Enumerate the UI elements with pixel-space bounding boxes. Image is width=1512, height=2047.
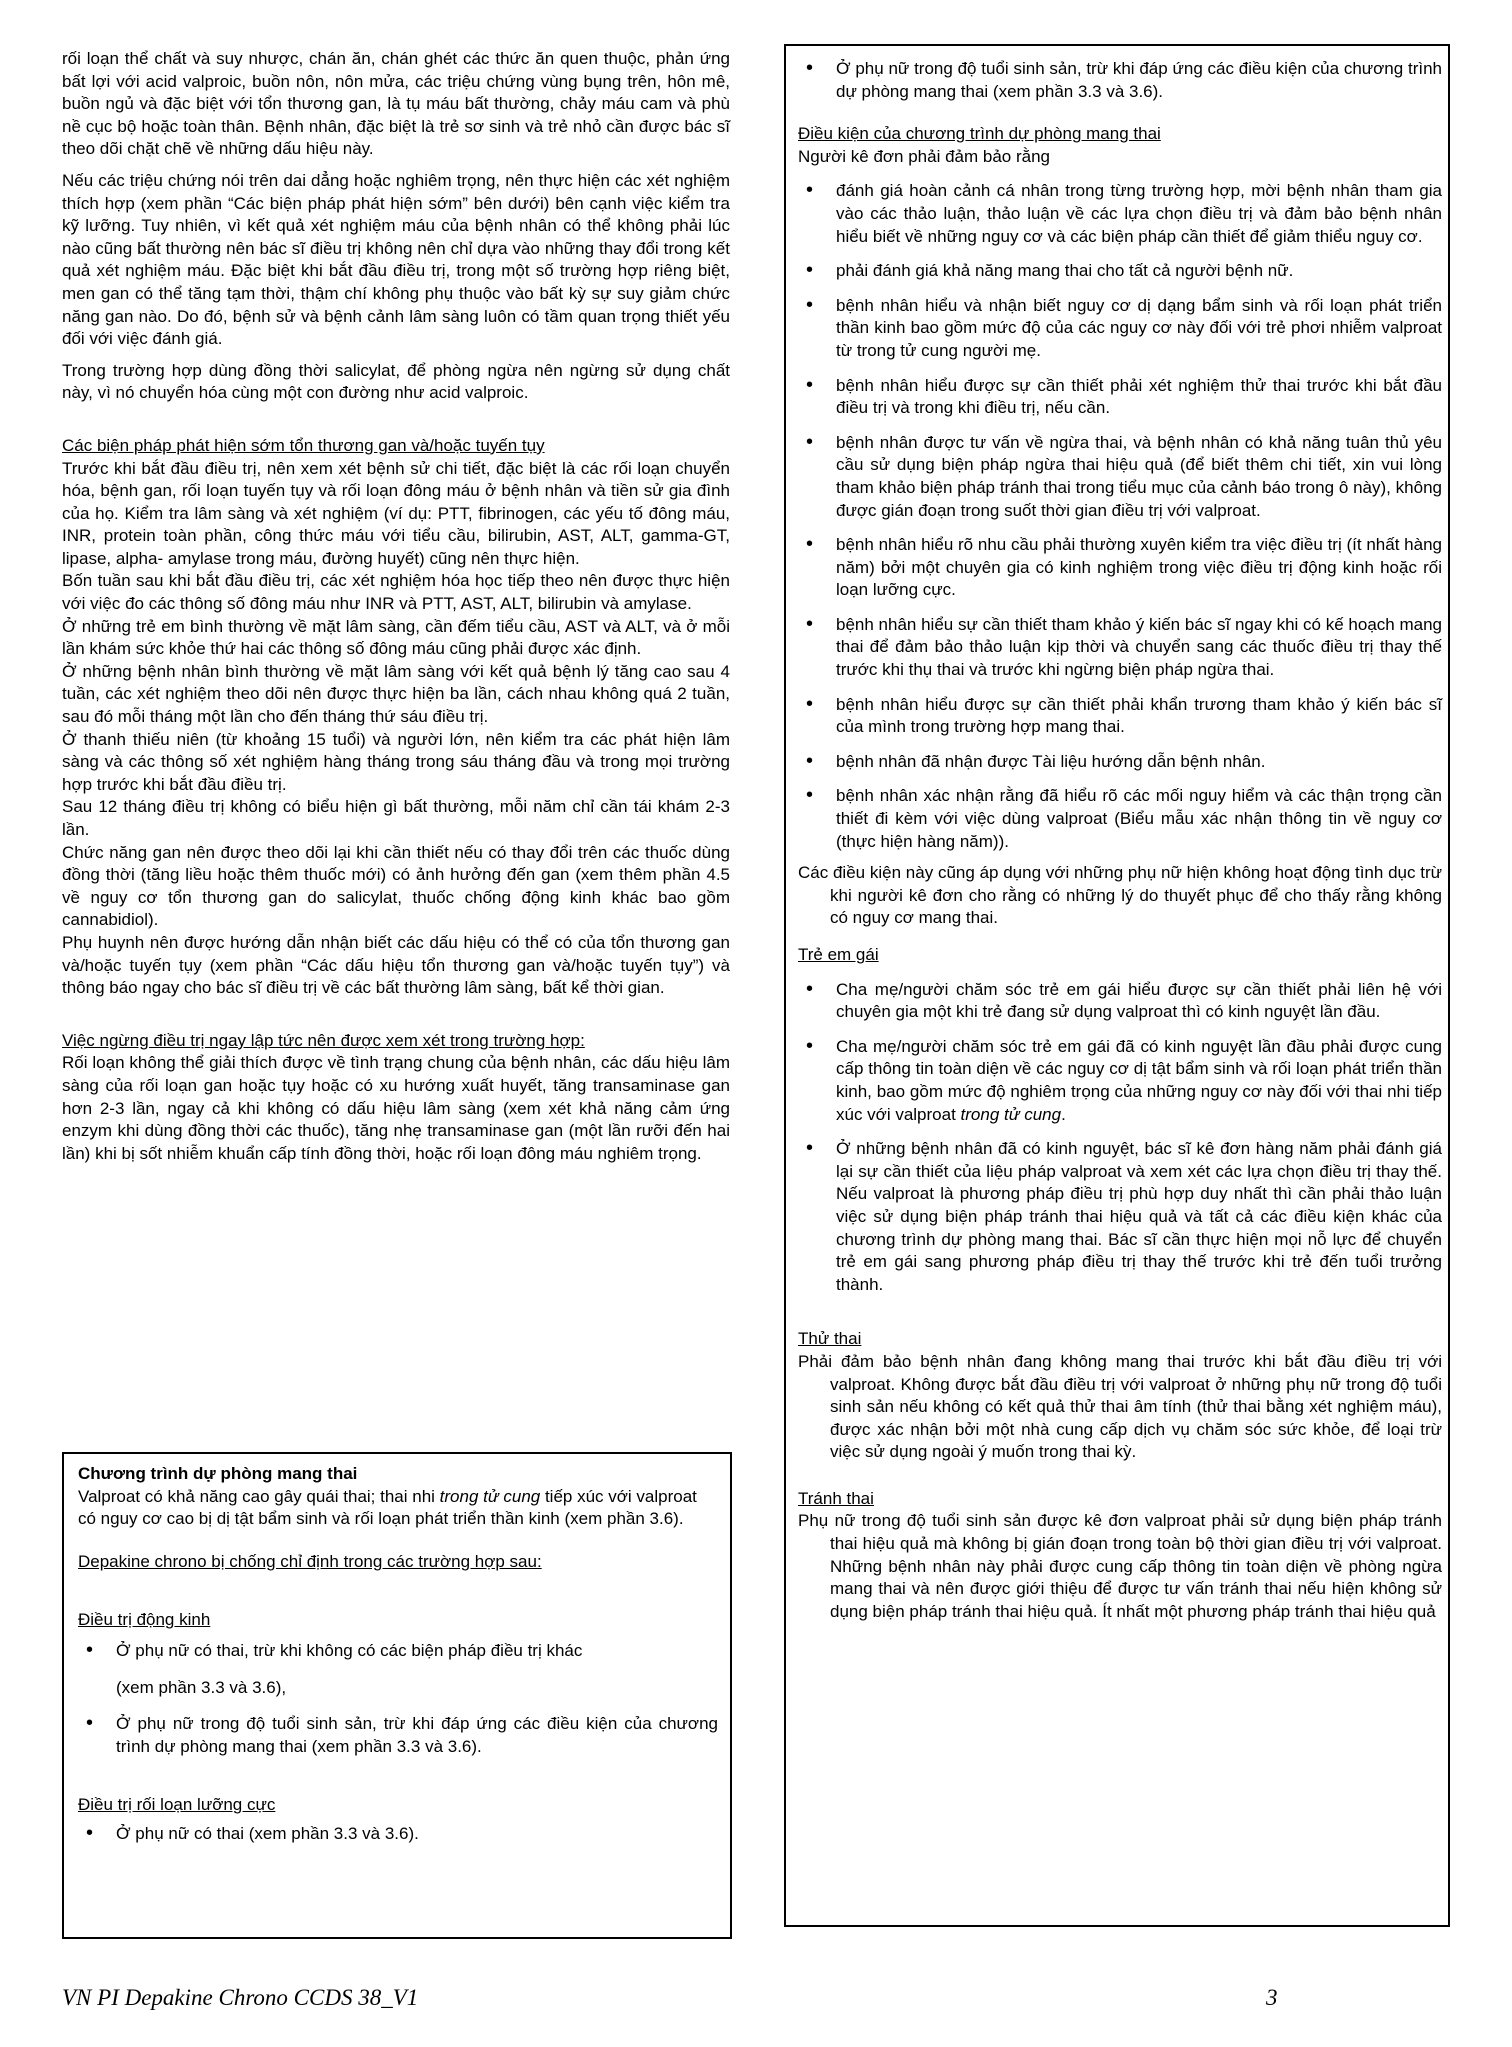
epilepsy-heading: Điều trị động kinh <box>78 1610 211 1630</box>
list-item: • bệnh nhân đã nhận được Tài liệu hướng dẫn bệnh nhân. <box>798 751 1442 774</box>
bipolar-heading: Điều trị rối loạn lưỡng cực <box>78 1795 276 1815</box>
list-item: • Ở những bệnh nhân đã có kinh nguyệt, bác sĩ kê đơn hàng năm phải đánh giá lại sự cần thiết của liệu pháp valproat và xem xét các lựa chọn điều trị thay thế. Nếu valproat là phương pháp điều trị phù hợp duy nhất thì cần phải thảo luận việc sử dụng biện pháp tránh thai hiệu quả và tất cả các điều kiện khác của chương trình dự phòng mang thai. Bác sĩ cần thực hiện mọi nỗ lực để chuyển trẻ em gái sang phương pháp điều trị thay thế trước khi trẻ đến tuổi trưởng thành. <box>798 1138 1442 1296</box>
paragraph: Ở những bệnh nhân bình thường về mặt lâm sàng với kết quả bệnh lý tăng cao sau 4 tuần, các xét nghiệm theo dõi nên được thực hiện ba lần, cách nhau không quá 2 tuần, sau đó mỗi tháng một lần cho đến tháng thứ sáu điều trị. <box>62 661 730 727</box>
list-item: • bệnh nhân hiểu được sự cần thiết phải xét nghiệm thử thai trước khi bắt đầu điều trị và trong khi điều trị, nếu cần. <box>798 375 1442 420</box>
conditions-note: Các điều kiện này cũng áp dụng với những phụ nữ hiện không hoạt động tình dục trừ khi người kê đơn cho rằng có những lý do thuyết phục để cho thấy rằng không có nguy cơ mang thai. <box>798 863 1442 928</box>
list-item: • bệnh nhân hiểu rõ nhu cầu phải thường xuyên kiểm tra việc điều trị (ít nhất hàng năm) bởi một chuyên gia có kinh nghiệm trong việc điều trị động kinh hoặc rối loạn lưỡng cực. <box>798 534 1442 602</box>
epilepsy-list <box>78 1640 718 1758</box>
list-item: • đánh giá hoàn cảnh cá nhân trong từng trường hợp, mời bệnh nhân tham gia vào các thảo luận, thảo luận về các lựa chọn điều trị và đảm bảo bệnh nhân hiểu biết về những nguy cơ và các biện pháp cần thiết để giảm thiểu nguy cơ. <box>798 180 1442 248</box>
list-item: • bệnh nhân hiểu được sự cần thiết phải khẩn trương tham khảo ý kiến bác sĩ của mình trong trường hợp mang thai. <box>798 694 1442 739</box>
list-item: • bệnh nhân hiểu và nhận biết nguy cơ dị dạng bẩm sinh và rối loạn phát triển thần kinh bao gồm mức độ của các nguy cơ này đối với trẻ phơi nhiễm valproat từ trong tử cung người mẹ. <box>798 295 1442 363</box>
box-title: Chương trình dự phòng mang thai <box>78 1464 358 1483</box>
paragraph: Trong trường hợp dùng đồng thời salicylat, để phòng ngừa nên ngừng sử dụng chất này, vì nó chuyển hóa cùng một con đường như acid valproic. <box>62 360 730 403</box>
list-item: • bệnh nhân hiểu sự cần thiết tham khảo ý kiến bác sĩ ngay khi có kế hoạch mang thai để đảm bảo thảo luận kịp thời và chuyển sang các thuốc điều trị thay thế trước khi thụ thai và trước khi ngừng biện pháp ngừa thai. <box>798 614 1442 682</box>
list-item: • bệnh nhân được tư vấn về ngừa thai, và bệnh nhân có khả năng tuân thủ yêu cầu sử dụng biện pháp ngừa thai hiệu quả (để biết thêm chi tiết, xin vui lòng tham khảo biện pháp tránh thai trong tiểu mục của cảnh báo trong ô này), không được gián đoạn trong suốt thời gian điều trị với valproat. <box>798 432 1442 522</box>
right-column <box>798 58 1442 1623</box>
page-number: 3 <box>1266 1985 1278 2010</box>
paragraph: Trước khi bắt đầu điều trị, nên xem xét bệnh sử chi tiết, đặc biệt là các rối loạn chuyển hóa, bệnh gan, rối loạn tuyến tụy và rối loạn đông máu ở bệnh nhân và tiền sử gia đình của họ. Kiểm tra lâm sàng và xét nghiệm (ví dụ: PTT, fibrinogen, các yếu tố đông máu, INR, protein toàn phần, công thức máu với tiểu cầu, bilirubin, AST, ALT, gamma-GT, lipase, alpha- amylase trong máu, đường huyết) cũng nên thực hiện. <box>62 458 730 568</box>
bipolar-list <box>78 1823 718 1846</box>
section-heading-girls: Trẻ em gái <box>798 945 879 964</box>
paragraph: Phụ nữ trong độ tuổi sinh sản được kê đơn valproat phải sử dụng biện pháp tránh thai hiệu quả mà không bị gián đoạn trong toàn bộ thời gian điều trị với valproat. Những bệnh nhân này phải được cung cấp thông tin toàn diện về phòng ngừa mang thai và nên được giới thiệu để được tư vấn tránh thai nếu hiện không sử dụng biện pháp tránh thai hiệu quả. Ít nhất một phương pháp tránh thai hiệu quả <box>798 1511 1442 1621</box>
list-item: • Ở phụ nữ có thai (xem phần 3.3 và 3.6). <box>78 1823 718 1846</box>
paragraph: Bốn tuần sau khi bắt đầu điều trị, các xét nghiệm hóa học tiếp theo nên được thực hiện với việc đo các thông số đông máu như INR và PTT, AST, ALT, bilirubin và amylase. <box>62 571 730 614</box>
girls-list <box>798 979 1442 1297</box>
paragraph: Phải đảm bảo bệnh nhân đang không mang thai trước khi bắt đầu điều trị với valproat. Không được bắt đầu điều trị với valproat ở những phụ nữ trong độ tuổi sinh sản nếu không có kết quả thử thai âm tính (thử thai bằng xét nghiệm máu), được xác nhận bởi một nhà cung cấp dịch vụ chăm sóc sức khỏe, để loại trừ việc sử dụng ngoài ý muốn trong thai kỳ. <box>798 1351 1442 1462</box>
section-heading-conditions: Điều kiện của chương trình dự phòng mang thai <box>798 124 1161 144</box>
list-item: • phải đánh giá khả năng mang thai cho tất cả người bệnh nữ. <box>798 260 1442 283</box>
paragraph: Rối loạn không thể giải thích được về tình trạng chung của bệnh nhân, các dấu hiệu lâm sàng của rối loạn gan hoặc tụy hoặc có xu hướng xuất huyết, tăng transaminase gan hơn 2-3 lần, ngay cả khi không có dấu hiệu lâm sàng (xem xét khả năng cảm ứng enzym khi dùng đồng thời các thuốc), tăng nhẹ transaminase gan (một lần rưỡi đến hai lần) khi bị sốt nhiễm khuẩn cấp tính đồng thời, hoặc rối loạn đông máu nghiêm trọng. <box>62 1053 730 1163</box>
section-heading-contraception: Tránh thai <box>798 1488 874 1508</box>
section-heading-early-detection: Các biện pháp phát hiện sớm tổn thương gan và/hoặc tuyến tụy <box>62 435 545 455</box>
document-footer: VN PI Depakine Chrono CCDS 38_V1 <box>62 1985 419 2010</box>
paragraph: Sau 12 tháng điều trị không có biểu hiện gì bất thường, mỗi năm chỉ cần tái khám 2-3 lần. <box>62 797 730 839</box>
box-intro: Valproat có khả năng cao gây quái thai; thai nhi trong tử cung tiếp xúc với valproat có nguy cơ cao bị dị tật bẩm sinh và rối loạn phát triển thần kinh (xem phần 3.6). <box>78 1486 697 1529</box>
paragraph: Ở những trẻ em bình thường về mặt lâm sàng, cần đếm tiểu cầu, AST và ALT, và ở mỗi lần khám sức khỏe thứ hai các thông số đông máu cũng phải được xác định. <box>62 616 730 659</box>
conditions-intro: Người kê đơn phải đảm bảo rằng <box>798 146 1050 166</box>
list-item: • Cha mẹ/người chăm sóc trẻ em gái hiểu được sự cần thiết phải liên hệ với chuyên gia một khi trẻ đang sử dụng valproat thì có kinh nguyệt lần đầu. <box>798 979 1442 1024</box>
paragraph: Phụ huynh nên được hướng dẫn nhận biết các dấu hiệu có thể có của tổn thương gan và/hoặc tuyến tụy (xem phần “Các dấu hiệu tổn thương gan và/hoặc tuyến tụy”) và thông báo ngay cho bác sĩ điều trị về các bất thường lâm sàng, bất kể thời gian. <box>62 932 730 998</box>
paragraph: Ở thanh thiếu niên (từ khoảng 15 tuổi) và người lớn, nên kiểm tra các phát hiện lâm sàng và các thông số xét nghiệm hàng tháng trong sáu tháng đầu và trong mọi trường hợp trước khi bắt đầu điều trị. <box>62 729 730 794</box>
paragraph: Chức năng gan nên được theo dõi lại khi cần thiết nếu có thay đổi trên các thuốc dùng đồng thời (tăng liều hoặc thêm thuốc mới) có ảnh hưởng đến gan (xem thêm phần 4.5 về nguy cơ tổn thương gan do salicylat, thuốc chống động kinh khác bao gồm cannabidiol). <box>62 842 730 930</box>
list-item: • bệnh nhân xác nhận rằng đã hiểu rõ các mối nguy hiểm và các thận trọng cần thiết đi kèm với việc dùng valproat (Biểu mẫu xác nhận thông tin về nguy cơ (thực hiện hàng năm)). <box>798 785 1442 853</box>
list-item: • Ở phụ nữ có thai, trừ khi không có các biện pháp điều trị khác (xem phần 3.3 và 3.6), <box>78 1640 718 1699</box>
list-item: • Cha mẹ/người chăm sóc trẻ em gái đã có kinh nguyệt lần đầu phải được cung cấp thông tin toàn diện về các nguy cơ dị tật bẩm sinh và rối loạn phát triển thần kinh, bao gồm mức độ nghiêm trọng của những nguy cơ này đối với thai nhi tiếp xúc với valproat trong tử cung. <box>798 1036 1442 1126</box>
pregnancy-prevention-box <box>62 1452 732 1939</box>
paragraph: rối loạn thể chất và suy nhược, chán ăn, chán ghét các thức ăn quen thuộc, phản ứng bất lợi với acid valproic, buồn nôn, nôn mửa, các triệu chứng vùng bụng trên, hôn mê, buồn ngủ và đặc biệt với tổn thương gan, là tụ máu bất thường, chảy máu cam và phù nề cục bộ hoặc toàn thân. Bệnh nhân, đặc biệt là trẻ sơ sinh và trẻ nhỏ cần được bác sĩ theo dõi chặt chẽ về những dấu hiệu này. <box>62 49 730 159</box>
contraindication-heading: Depakine chrono bị chống chỉ định trong các trường hợp sau: <box>78 1551 542 1571</box>
left-column <box>62 48 730 1165</box>
list-item: • Ở phụ nữ trong độ tuổi sinh sản, trừ khi đáp ứng các điều kiện của chương trình dự phòng mang thai (xem phần 3.3 và 3.6). <box>798 58 1442 103</box>
contraindication-continued-list <box>798 58 1442 103</box>
list-item: • Ở phụ nữ trong độ tuổi sinh sản, trừ khi đáp ứng các điều kiện của chương trình dự phòng mang thai (xem phần 3.3 và 3.6). <box>78 1713 718 1758</box>
section-heading-discontinue: Việc ngừng điều trị ngay lập tức nên được xem xét trong trường hợp: <box>62 1030 585 1050</box>
conditions-list <box>798 180 1442 853</box>
paragraph: Nếu các triệu chứng nói trên dai dẳng hoặc nghiêm trọng, nên thực hiện các xét nghiệm thích hợp (xem phần “Các biện pháp phát hiện sớm” bên dưới) bên cạnh việc kiểm tra kỹ lưỡng. Tuy nhiên, vì kết quả xét nghiệm máu của bệnh nhân có thể không phải lúc nào cũng bất thường nên bác sĩ điều trị không nên chỉ dựa vào những thay đổi trong kết quả xét nghiệm máu. Đặc biệt khi bắt đầu điều trị, trong một số trường hợp riêng biệt, men gan có thể tăng tạm thời, thậm chí không phụ thuộc vào bất kỳ sự suy giảm chức năng gan nào. Do đó, bệnh sử và bệnh cảnh lâm sàng luôn có tầm quan trọng thiết yếu đối với việc đánh giá. <box>62 170 730 349</box>
section-heading-pregnancy-test: Thử thai <box>798 1329 862 1349</box>
